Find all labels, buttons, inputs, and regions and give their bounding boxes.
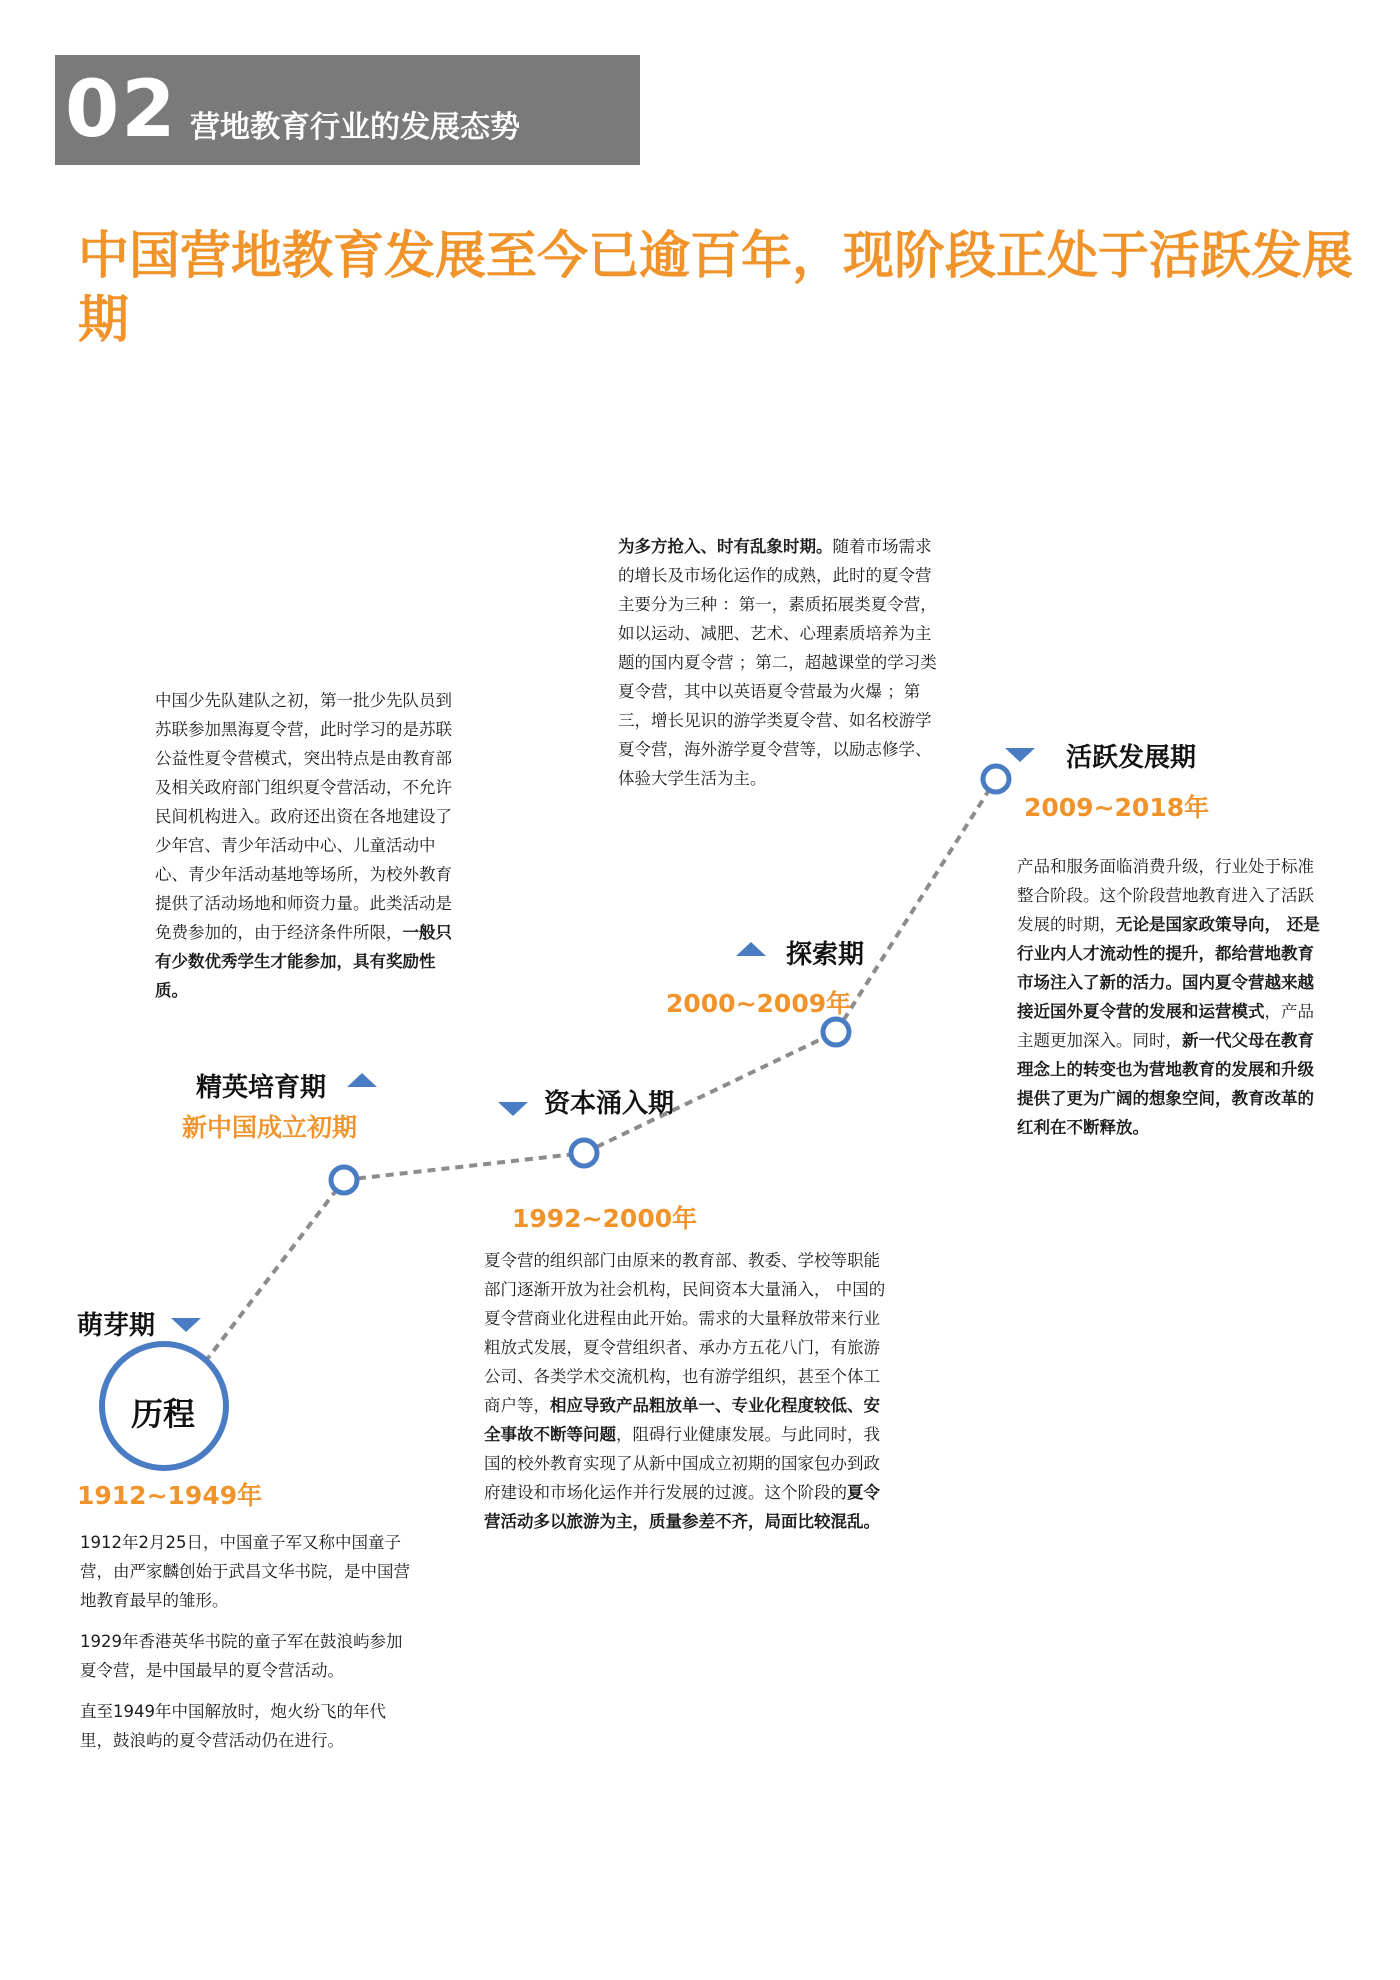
triangle-down-icon [1005, 748, 1035, 762]
timeline-node-tansuo [823, 1019, 849, 1045]
page-headline: 中国营地教育发展至今已逾百年，现阶段正处于活跃发展期 [78, 227, 1354, 350]
stage-date-ziben: 1992~2000年 [512, 1204, 698, 1233]
timeline-node-jingying [331, 1167, 357, 1193]
huoyue-text-1: 产品和服务面临消费升级，行业处于标准整合阶段。这个阶段营地教育进入了活跃发展的时期， [1017, 857, 1314, 934]
section-number: 02 [65, 65, 178, 155]
stage-text-mengya [80, 1528, 410, 1767]
timeline-center-label: 历程 [130, 1395, 195, 1433]
triangle-up-icon [736, 942, 766, 956]
mengya-paragraph-2: 1929年香港英华书院的童子军在鼓浪屿参加夏令营，是中国最早的夏令营活动。 [80, 1632, 403, 1680]
stage-date-jingying: 新中国成立初期 [182, 1113, 358, 1142]
jingying-text: 中国少先队建队之初，第一批少先队员到苏联参加黑海夏令营，此时学习的是苏联公益性夏令营模式，突出特点是由教育部及相关政府部门组织夏令营活动，不允许民间机构进入。政府还出资在各地建设了少年宫、青少年活动中心、儿童活动中心、青少年活动基地等场所，为校外教育提供了活动场地和师资力量。此类活动是免费参加的，由于经济条件所限， [155, 691, 452, 942]
triangle-down-icon [171, 1318, 201, 1332]
tansuo-bold-text: 为多方抢入、时有乱象时期。 [618, 537, 833, 556]
stage-text-huoyue [1017, 852, 1329, 1142]
triangle-down-icon [498, 1102, 528, 1116]
jingying-bold-text: 一般只有少数优秀学生才能参加，具有奖励性质。 [155, 923, 452, 1000]
stage-name-jingying: 精英培育期 [196, 1073, 327, 1103]
stage-date-tansuo: 2000~2009年 [666, 989, 852, 1018]
mengya-paragraph-3: 直至1949年中国解放时，炮火纷飞的年代里，鼓浪屿的夏令营活动仍在进行。 [80, 1702, 386, 1750]
stage-name-ziben: 资本涌入期 [544, 1089, 675, 1119]
stage-name-huoyue: 活跃发展期 [1066, 743, 1197, 773]
stage-text-ziben [484, 1246, 892, 1536]
huoyue-bold-2: 新一代父母在教育理念上的转变也为营地教育的发展和升级提供了更为广阔的想象空间，教育改革的红利在不断释放。 [1017, 1031, 1314, 1137]
ziben-text-2: ，阻碍行业健康发展。与此同时，我国的校外教育实现了从新中国成立初期的国家包办到政府建设和市场化运作并行发展的过渡。这个阶段的 [484, 1425, 880, 1502]
huoyue-text-2: ，产品主题更加深入。同时， [1017, 1002, 1314, 1050]
timeline-node-ziben [571, 1140, 597, 1166]
timeline-node-huoyue [983, 766, 1009, 792]
stage-date-mengya: 1912~1949年 [77, 1481, 263, 1510]
stage-text-jingying [155, 686, 467, 1005]
stage-date-huoyue: 2009~2018年 [1024, 793, 1210, 822]
stage-text-tansuo [618, 532, 946, 793]
ziben-bold-1: 相应导致产品粗放单一、专业化程度较低、安全事故不断等问题 [484, 1396, 880, 1444]
ziben-text-1: 夏令营的组织部门由原来的教育部、教委、学校等职能部门逐渐开放为社会机构，民间资本大量涌入， 中国的夏令营商业化进程由此开始。需求的大量释放带来行业粗放式发展，夏令营组织者、承办方五花八门，有旅游公司、各类学术交流机构，也有游学组织，甚至个体工商户等， [484, 1251, 886, 1415]
ziben-bold-2: 夏令营活动多以旅游为主，质量参差不齐，局面比较混乱。 [484, 1483, 880, 1531]
huoyue-bold-1: 无论是国家政策导向， 还是行业内人才流动性的提升，都给营地教育市场注入了新的活力。国内夏令营越来越接近国外夏令营的发展和运营模式 [1017, 915, 1320, 1021]
mengya-paragraph-1: 1912年2月25日，中国童子军又称中国童子营，由严家麟创始于武昌文华书院，是中国营地教育最早的雏形。 [80, 1533, 410, 1610]
section-title: 营地教育行业的发展态势 [190, 110, 520, 145]
stage-name-mengya: 萌芽期 [77, 1311, 156, 1341]
triangle-up-icon [347, 1073, 377, 1087]
stage-name-tansuo: 探索期 [786, 940, 865, 970]
tansuo-text: 随着市场需求的增长及市场化运作的成熟，此时的夏令营主要分为三种 ：第一，素质拓展类夏令营，如以运动、减肥、艺术、心理素质培养为主题的国内夏令营 ；第二，超越课堂的学习类夏令营，其中以英语夏令营最为火爆 ；第三，增长见识的游学类夏令营、如名校游学夏令营，海外游学夏令营等，以励志修学、体验大学生活为主。 [618, 537, 937, 788]
